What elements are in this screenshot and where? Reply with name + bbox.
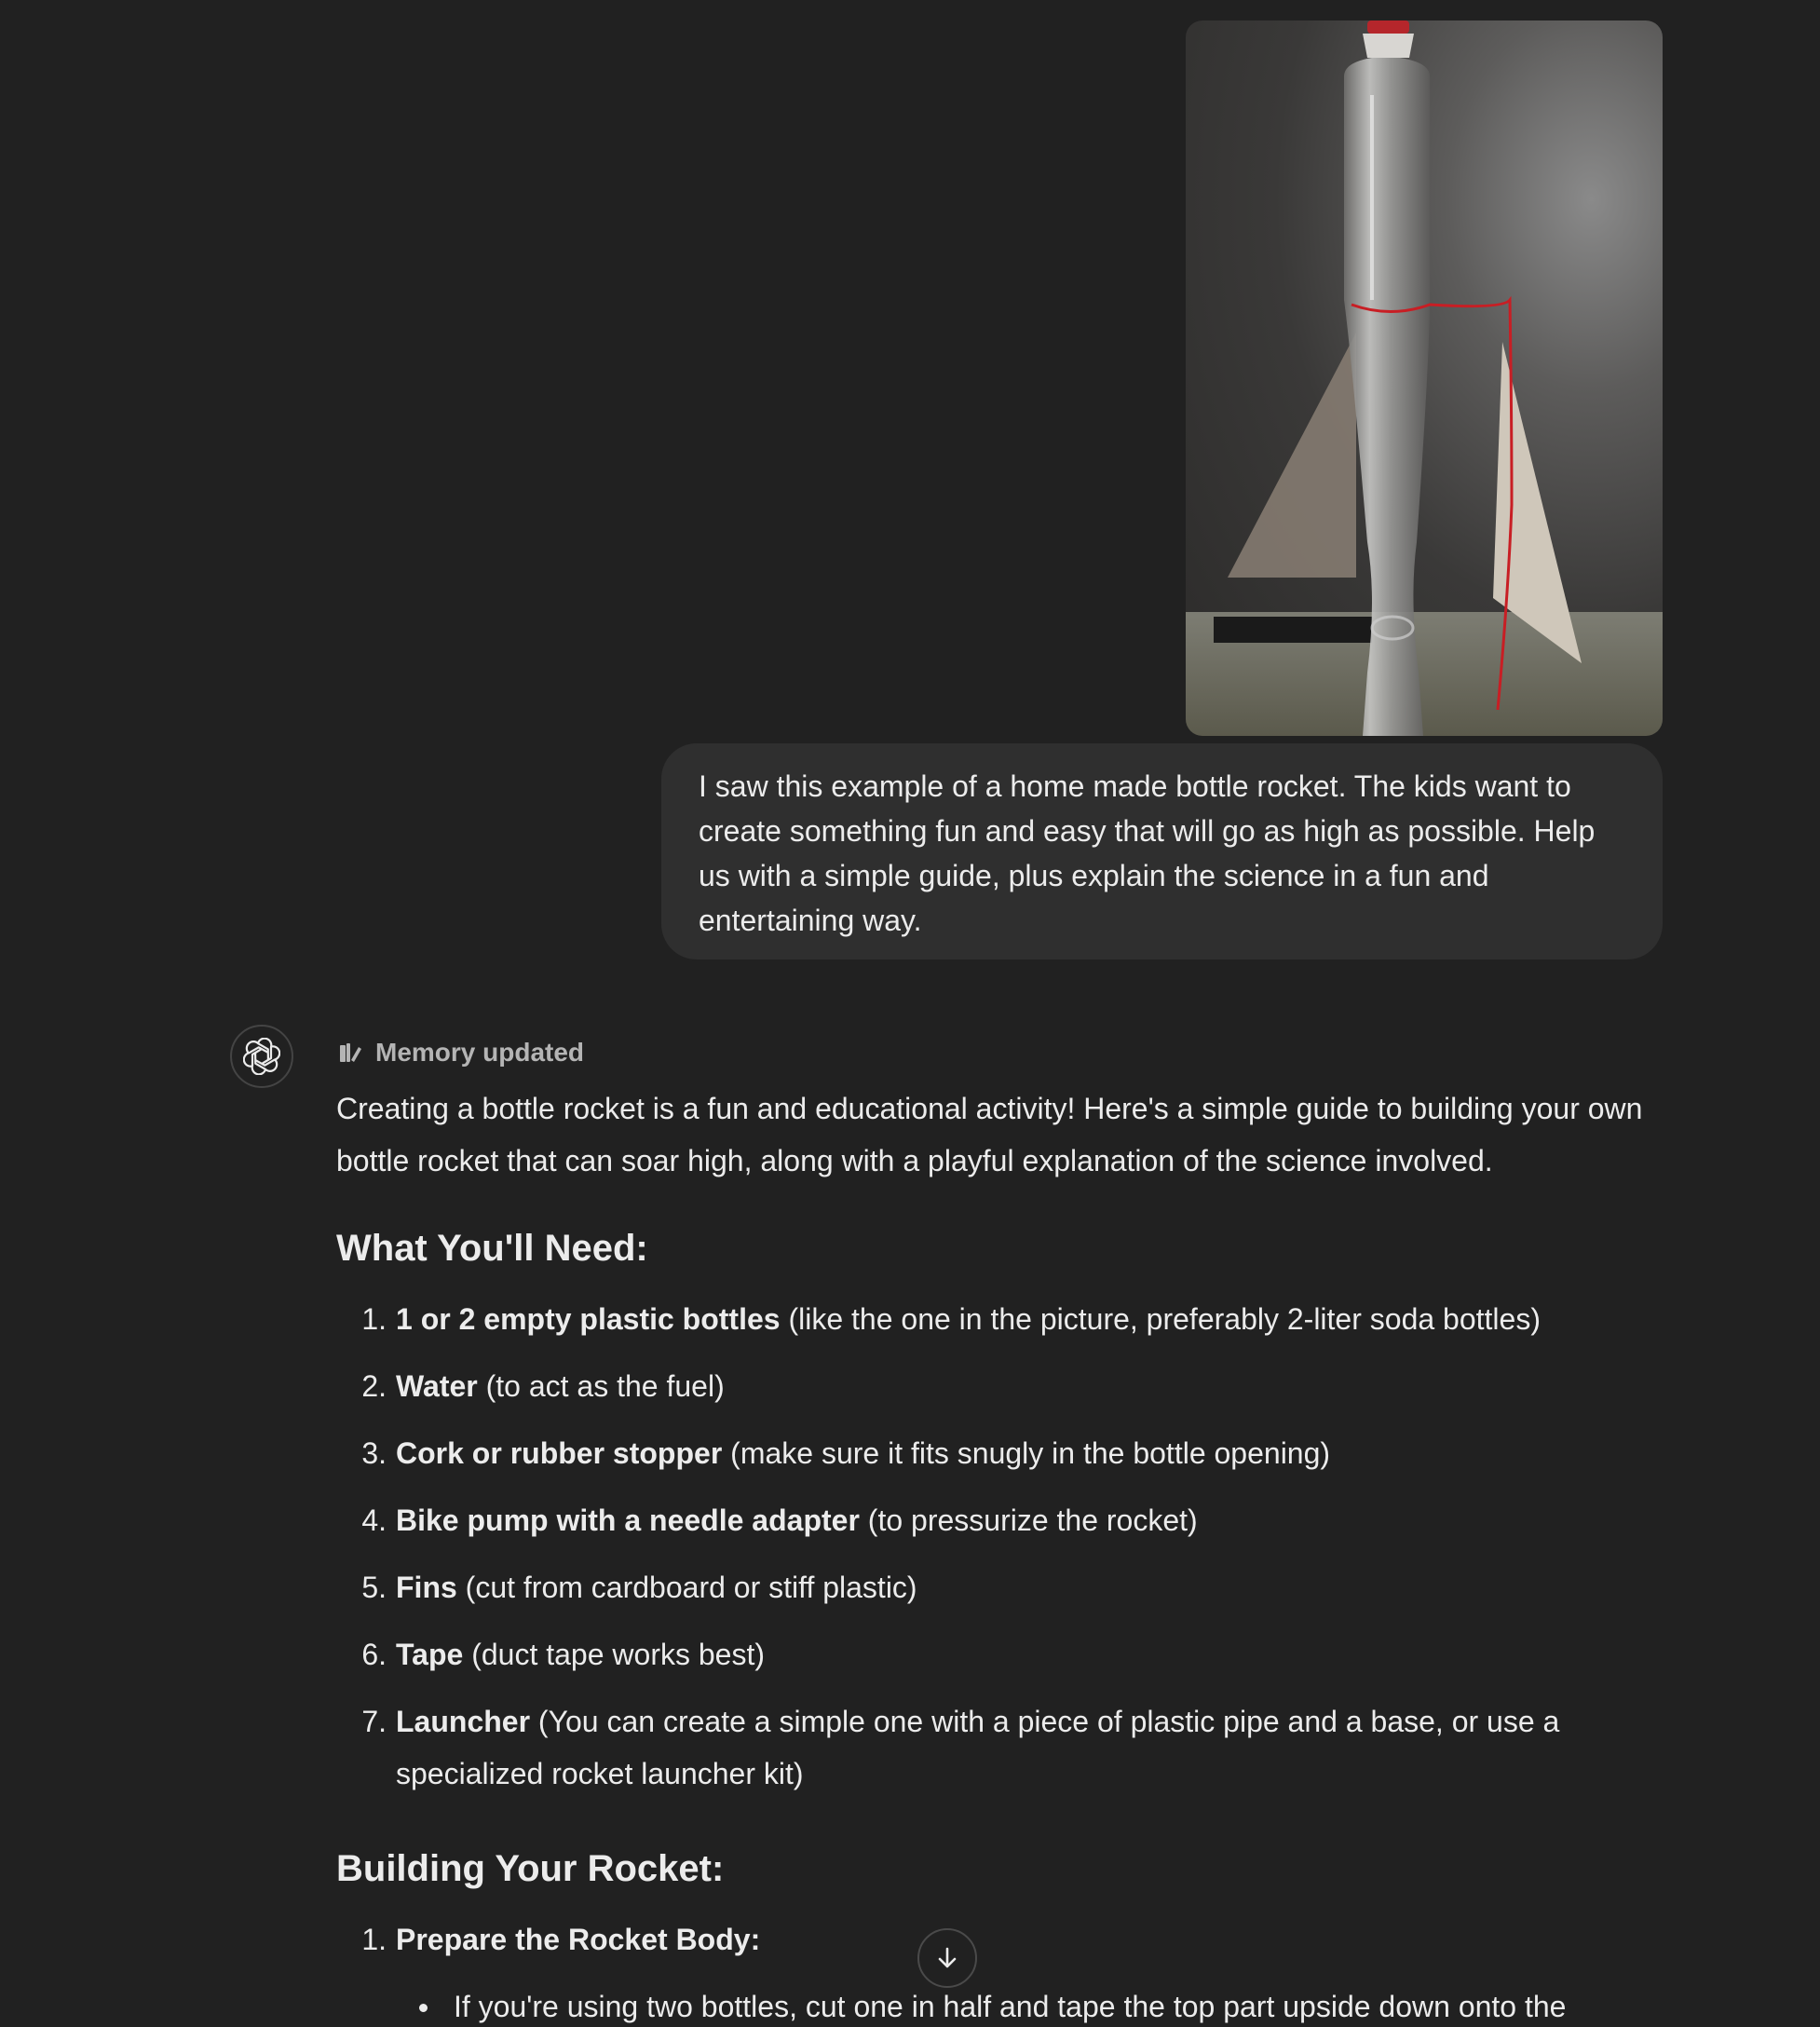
- memory-updated-label: Memory updated: [375, 1038, 585, 1067]
- list-item: 2. Water (to act as the fuel): [361, 1369, 725, 1403]
- arrow-down-icon: [934, 1945, 960, 1971]
- build-list: [336, 1913, 1659, 1966]
- list-item: 3. Cork or rubber stopper (make sure it fits snugly in the bottle opening): [361, 1436, 1331, 1470]
- sub-list-item: If you're using two bottles, cut one in half and tape the top part upside down onto the: [336, 1980, 1659, 2027]
- list-item: 6. Tape (duct tape works best): [361, 1638, 765, 1671]
- list-item: 4. Bike pump with a needle adapter (to pressurize the rocket): [361, 1503, 1198, 1537]
- list-item: 1. 1 or 2 empty plastic bottles (like the one in the picture, preferably 2-liter soda bottles): [361, 1302, 1541, 1336]
- section-heading-need: What You'll Need:: [336, 1228, 648, 1269]
- memory-updated-indicator[interactable]: [336, 1030, 1659, 1075]
- assistant-intro-text: Creating a bottle rocket is a fun and educational activity! Here's a simple guide to building your own bottle rocket that can soar high, along with a playful explanation of the science involved.: [336, 1092, 1643, 1177]
- scroll-to-bottom-button[interactable]: [917, 1928, 977, 1988]
- assistant-message: [336, 1030, 1659, 2027]
- memory-icon: [336, 1040, 362, 1066]
- list-item: 7. Launcher (You can create a simple one with a piece of plastic pipe and a base, or use a specialized rocket launcher kit): [361, 1705, 1560, 1790]
- uploaded-image[interactable]: [1186, 20, 1663, 736]
- user-message-text: I saw this example of a home made bottle rocket. The kids want to create something fun and easy that will go as high as possible. Help us with a simple guide, plus explain the science in a fun and entertaining way.: [699, 769, 1596, 937]
- build-sub-list: [336, 1980, 1659, 2027]
- need-list: [336, 1293, 1659, 1800]
- list-item: 5. Fins (cut from cardboard or stiff plastic): [361, 1571, 917, 1604]
- list-item: 1. Prepare the Rocket Body:: [361, 1923, 761, 1956]
- section-heading-build: Building Your Rocket:: [336, 1848, 725, 1889]
- bottle-rocket-image: [1186, 20, 1663, 736]
- user-message-bubble: [661, 743, 1663, 959]
- openai-logo-icon: [230, 1025, 293, 1088]
